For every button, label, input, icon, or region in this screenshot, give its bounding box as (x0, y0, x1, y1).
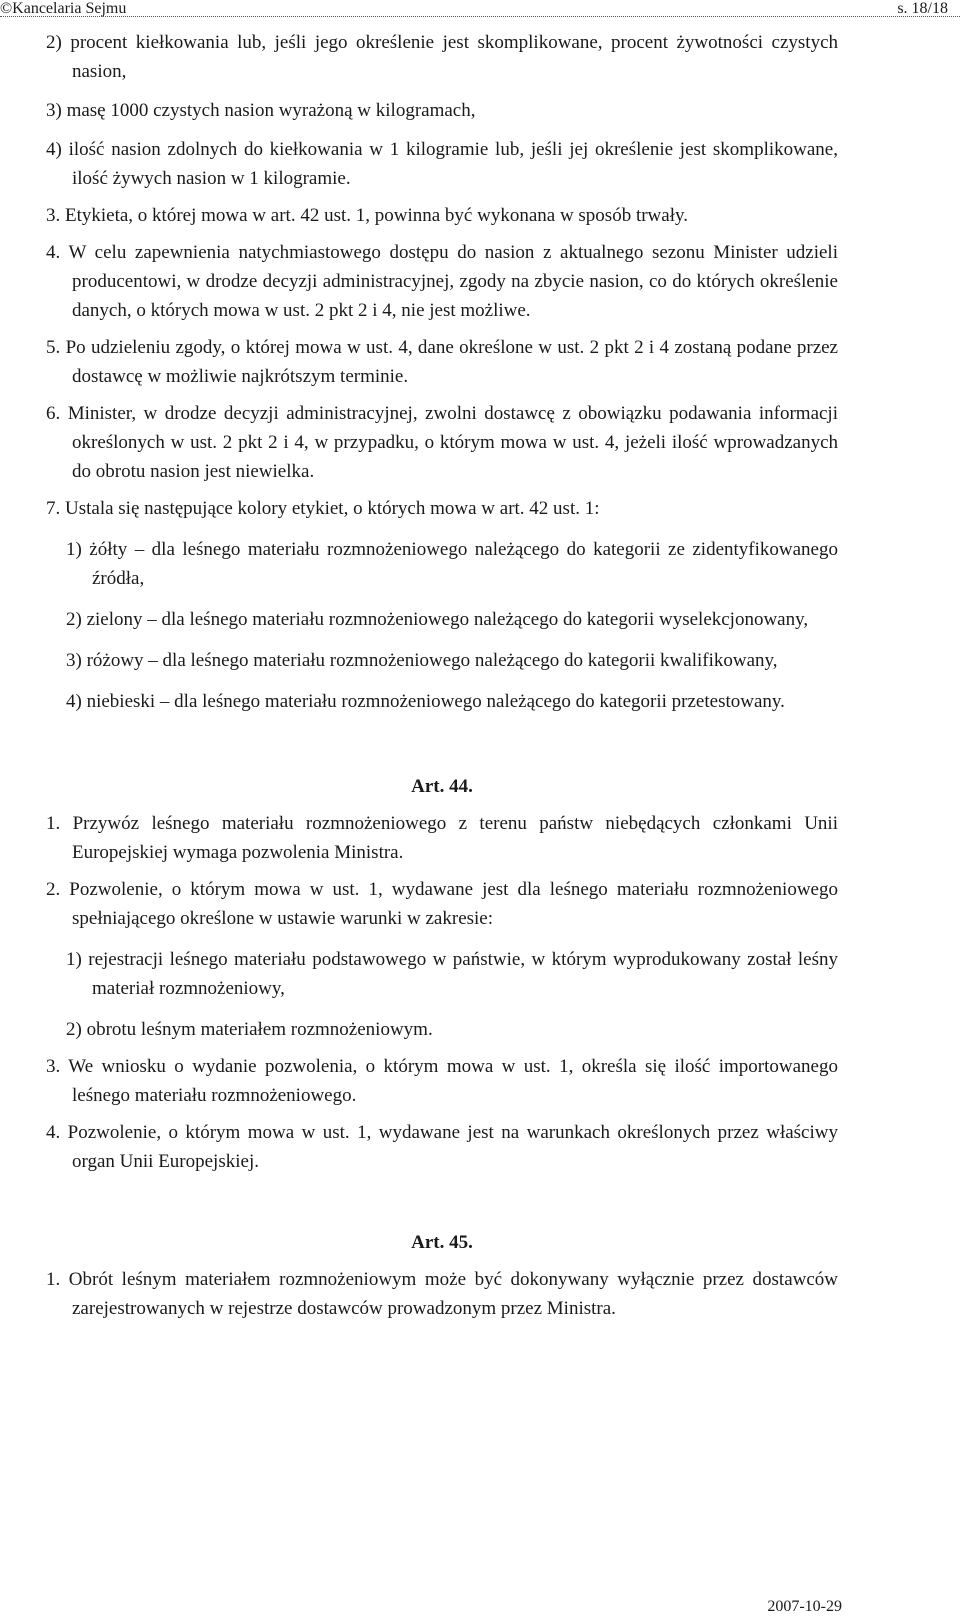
paragraph: 4. W celu zapewnienia natychmiastowego dostępu do nasion z aktualnego sezonu Minister udzieli producentowi, w drodze decyzji administracyjnej, zgody na zbycie nasion, co do których określenie danych, o których mowa w ust. 2 pkt 2 i 4, nie jest możliwe. (46, 242, 838, 321)
paragraph: 5. Po udzieleniu zgody, o której mowa w ust. 4, dane określone w ust. 2 pkt 2 i 4 zostaną podane przez dostawcę w możliwie najkrótszym terminie. (46, 337, 838, 387)
article-heading: Art. 45. (411, 1232, 473, 1253)
list-item: 4) niebieski – dla leśnego materiału rozmnożeniowego należącego do kategorii przetestowany. (66, 691, 785, 712)
list-item: 4) ilość nasion zdolnych do kiełkowania w 1 kilogramie lub, jeśli jej określenie jest skomplikowane, ilość żywych nasion w 1 kilogramie. (46, 139, 838, 189)
paragraph: 6. Minister, w drodze decyzji administracyjnej, zwolni dostawcę z obowiązku podawania informacji określonych w ust. 2 pkt 2 i 4, w przypadku, o którym mowa w ust. 4, jeżeli ilość wprowadzanych do obrotu nasion jest niewielka. (46, 403, 838, 482)
list-item: 1) żółty – dla leśnego materiału rozmnożeniowego należącego do kategorii ze zidentyfikowanego źródła, (66, 539, 838, 589)
list-item: 2) zielony – dla leśnego materiału rozmnożeniowego należącego do kategorii wyselekcjonowany, (66, 609, 809, 630)
paragraph: 7. Ustala się następujące kolory etykiet, o których mowa w art. 42 ust. 1: (46, 498, 600, 519)
paragraph: 2. Pozwolenie, o którym mowa w ust. 1, wydawane jest dla leśnego materiału rozmnożeniowego spełniającego określone w ustawie warunki w zakresie: (46, 879, 838, 929)
page-number: s. 18/18 (897, 0, 948, 17)
paragraph: 4. Pozwolenie, o którym mowa w ust. 1, wydawane jest na warunkach określonych przez właściwy organ Unii Europejskiej. (46, 1122, 838, 1172)
header-divider (0, 16, 960, 17)
paragraph: 3. Etykieta, o której mowa w art. 42 ust. 1, powinna być wykonana w sposób trwały. (46, 205, 689, 226)
list-item: 3) różowy – dla leśnego materiału rozmnożeniowego należącego do kategorii kwalifikowany, (66, 650, 778, 671)
list-item: 1) rejestracji leśnego materiału podstawowego w państwie, w którym wyprodukowany został leśny materiał rozmnożeniowy, (66, 949, 838, 999)
list-item: 2) procent kiełkowania lub, jeśli jego określenie jest skomplikowane, procent żywotności czystych nasion, (46, 32, 838, 82)
article-heading: Art. 44. (411, 776, 473, 797)
list-item: 2) obrotu leśnym materiałem rozmnożeniowym. (66, 1019, 433, 1040)
paragraph: 3. We wniosku o wydanie pozwolenia, o którym mowa w ust. 1, określa się ilość importowanego leśnego materiału rozmnożeniowego. (46, 1056, 838, 1106)
document-body (46, 28, 838, 1323)
paragraph: 1. Przywóz leśnego materiału rozmnożeniowego z terenu państw niebędących członkami Unii Europejskiej wymaga pozwolenia Ministra. (46, 813, 838, 863)
document-date: 2007-10-29 (767, 1598, 842, 1615)
list-item: 3) masę 1000 czystych nasion wyrażoną w kilogramach, (46, 100, 476, 121)
paragraph: 1. Obrót leśnym materiałem rozmnożeniowym może być dokonywany wyłącznie przez dostawców zarejestrowanych w rejestrze dostawców prowadzonym przez Ministra. (46, 1269, 838, 1319)
publisher-label: ©Kancelaria Sejmu (0, 0, 127, 17)
